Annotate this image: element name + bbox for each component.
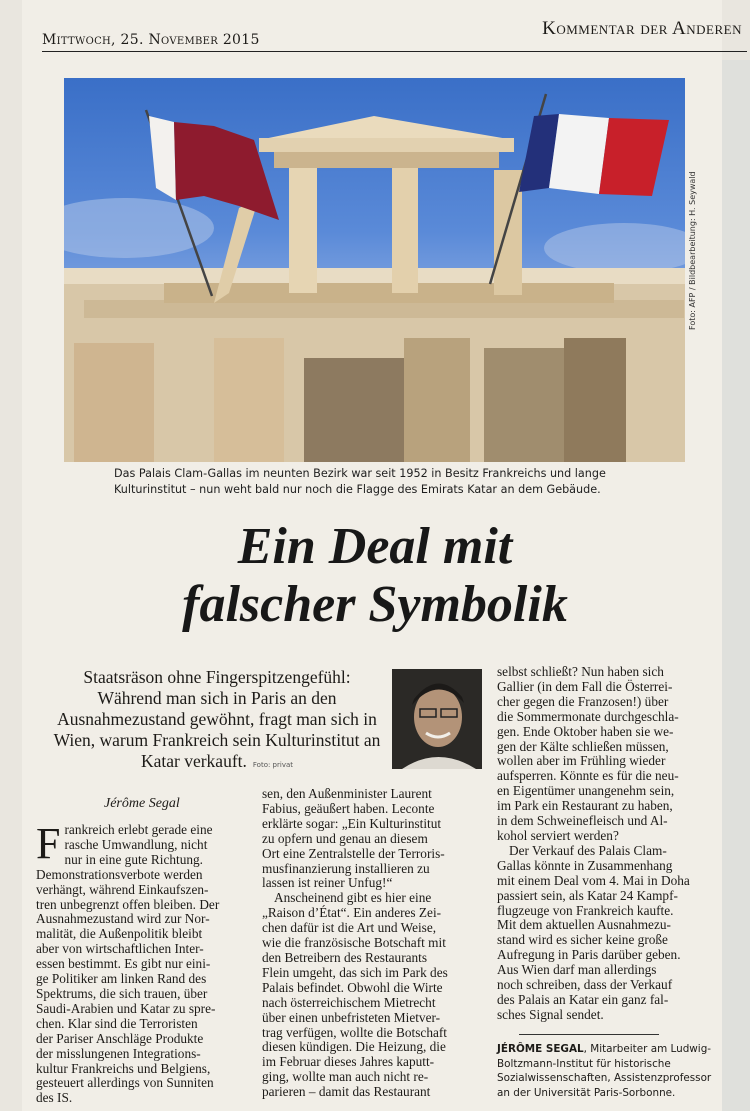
column-3-paragraph-1: selbst schließt? Nun haben sich Gallier (in dem Fall die Österrei- cher gegen die Franzosen!) über die Sommermonate durchgeschla- gen. Ende Oktober haben sie we- gen der Kälte schließen müssen, wollen aber im Frühling wieder aufsperren. Könnte es für die neu- en Eigentümer unangenehm sein, im Park ein Restaurant zu haben, in dem Schweinefleisch und Al- kohol serviert werden?: [497, 664, 679, 843]
author-rule: [519, 1034, 659, 1035]
header-rule: [42, 51, 747, 52]
issue-date: Mittwoch, 25. November 2015: [42, 32, 260, 48]
author-name: JÉRÔME SEGAL: [497, 1043, 584, 1055]
article-photo: [64, 78, 685, 462]
column-3-paragraph-2: Der Verkauf des Palais Clam- Gallas könnte in Zusammenhang mit einem Deal vom 4. Mai in Doha passiert sein, als Katar 24 Kampf- flugzeuge von Frankreich kaufte. Mit dem aktuellen Ausnahmezu- stand wird es sicher keine große Aufregung in Paris darüber geben. Aus Wien darf man allerdings noch schreiben, dass der Verkauf des Palais an Katar ein ganz fal- sches Signal sendet.: [497, 842, 690, 1022]
article-column-1: [36, 819, 251, 1106]
author-bio-text: , Mitarbeiter am Ludwig-Boltzmann-Institut für historische Sozialwissenschaften, Assistenzprofessor an der Universität Paris-Sorbonne.: [497, 1043, 712, 1099]
portrait-illustration: [392, 669, 482, 769]
portrait-credit: Foto: privat: [252, 761, 294, 769]
author-bio: [497, 1042, 717, 1100]
deck-text: Staatsräson ohne Fingerspitzengefühl: Während man sich in Paris an den Ausnahmezustand gewöhnt, fragt man sich in Wien, warum Frankreich sein Kulturinstitut an Katar verkauft.: [53, 667, 381, 771]
byline: Jérôme Segal: [104, 796, 180, 811]
article-column-2: [262, 787, 482, 1100]
article-deck: [52, 667, 382, 776]
column-2-paragraph-1: sen, den Außenminister Laurent Fabius, geäußert haben. Leconte erklärte sogar: „Ein Kulturinstitut zu opfern und genau an diesem Ort eine Zentralstelle der Terroris- musfinanzierung installieren zu lassen ist reiner Unfug!“: [262, 786, 445, 891]
article-headline: [150, 518, 600, 634]
drop-cap: F: [36, 819, 61, 868]
photo-caption: Das Palais Clam-Gallas im neunten Bezirk war seit 1952 in Besitz Frankreichs und lange Kulturinstitut – nun weht bald nur noch die Flagge des Emirats Katar an dem Gebäude.: [114, 467, 606, 496]
headline-line-1: Ein Deal mit: [237, 518, 513, 575]
article-column-3: [497, 665, 716, 1023]
headline-line-2: falscher Symbolik: [182, 576, 568, 633]
palais-photo-illustration: [64, 78, 685, 462]
page-header: [42, 18, 746, 50]
author-portrait: [392, 669, 482, 769]
section-rubric: Kommentar der Anderen: [542, 18, 742, 39]
page-edge: [722, 60, 750, 1111]
column-2-paragraph-2: Anscheinend gibt es hier eine „Raison d’État“. Ein anderes Zei- chen dafür ist die Art und Weise, wie die französische Botschaft mit den Betreibern des Restaurants Flein umgeht, das sich im Park des Palais befindet. Obwohl die Wirte nach österreichischem Mietrecht über einen unbefristeten Mietver- trag verfügen, wollte die Botschaft diesen kündigen. Die Heizung, die im Februar dieses Jahres kaputt- ging, wollte man auch nicht re- parieren – damit das Restaurant: [262, 890, 448, 1100]
photo-credit: Foto: AFP / Bildbearbeitung: H. Seywald: [688, 171, 697, 330]
column-1-text: rankreich erlebt gerade eine rasche Umwandlung, nicht nur in eine gute Richtung. Demonstrationsverbote werden verhängt, während Einkaufszen- tren unbegrenzt offen bleiben. Der Ausnahmezustand wird zur Nor- malität, die Außenpolitik bleibt aber von wirtschaftlichen Inter- essen bestimmt. Es gibt nur eini- ge Politiker am linken Rand des Spektrums, die sich trauen, über Saudi-Arabien und Katar zu spre- chen. Klar sind die Terroristen der Pariser Anschläge Produkte der misslungenen Integrations- kultur Frankreichs und Belgiens, gesteuert allerdings von Sunniten des IS.: [36, 822, 220, 1106]
